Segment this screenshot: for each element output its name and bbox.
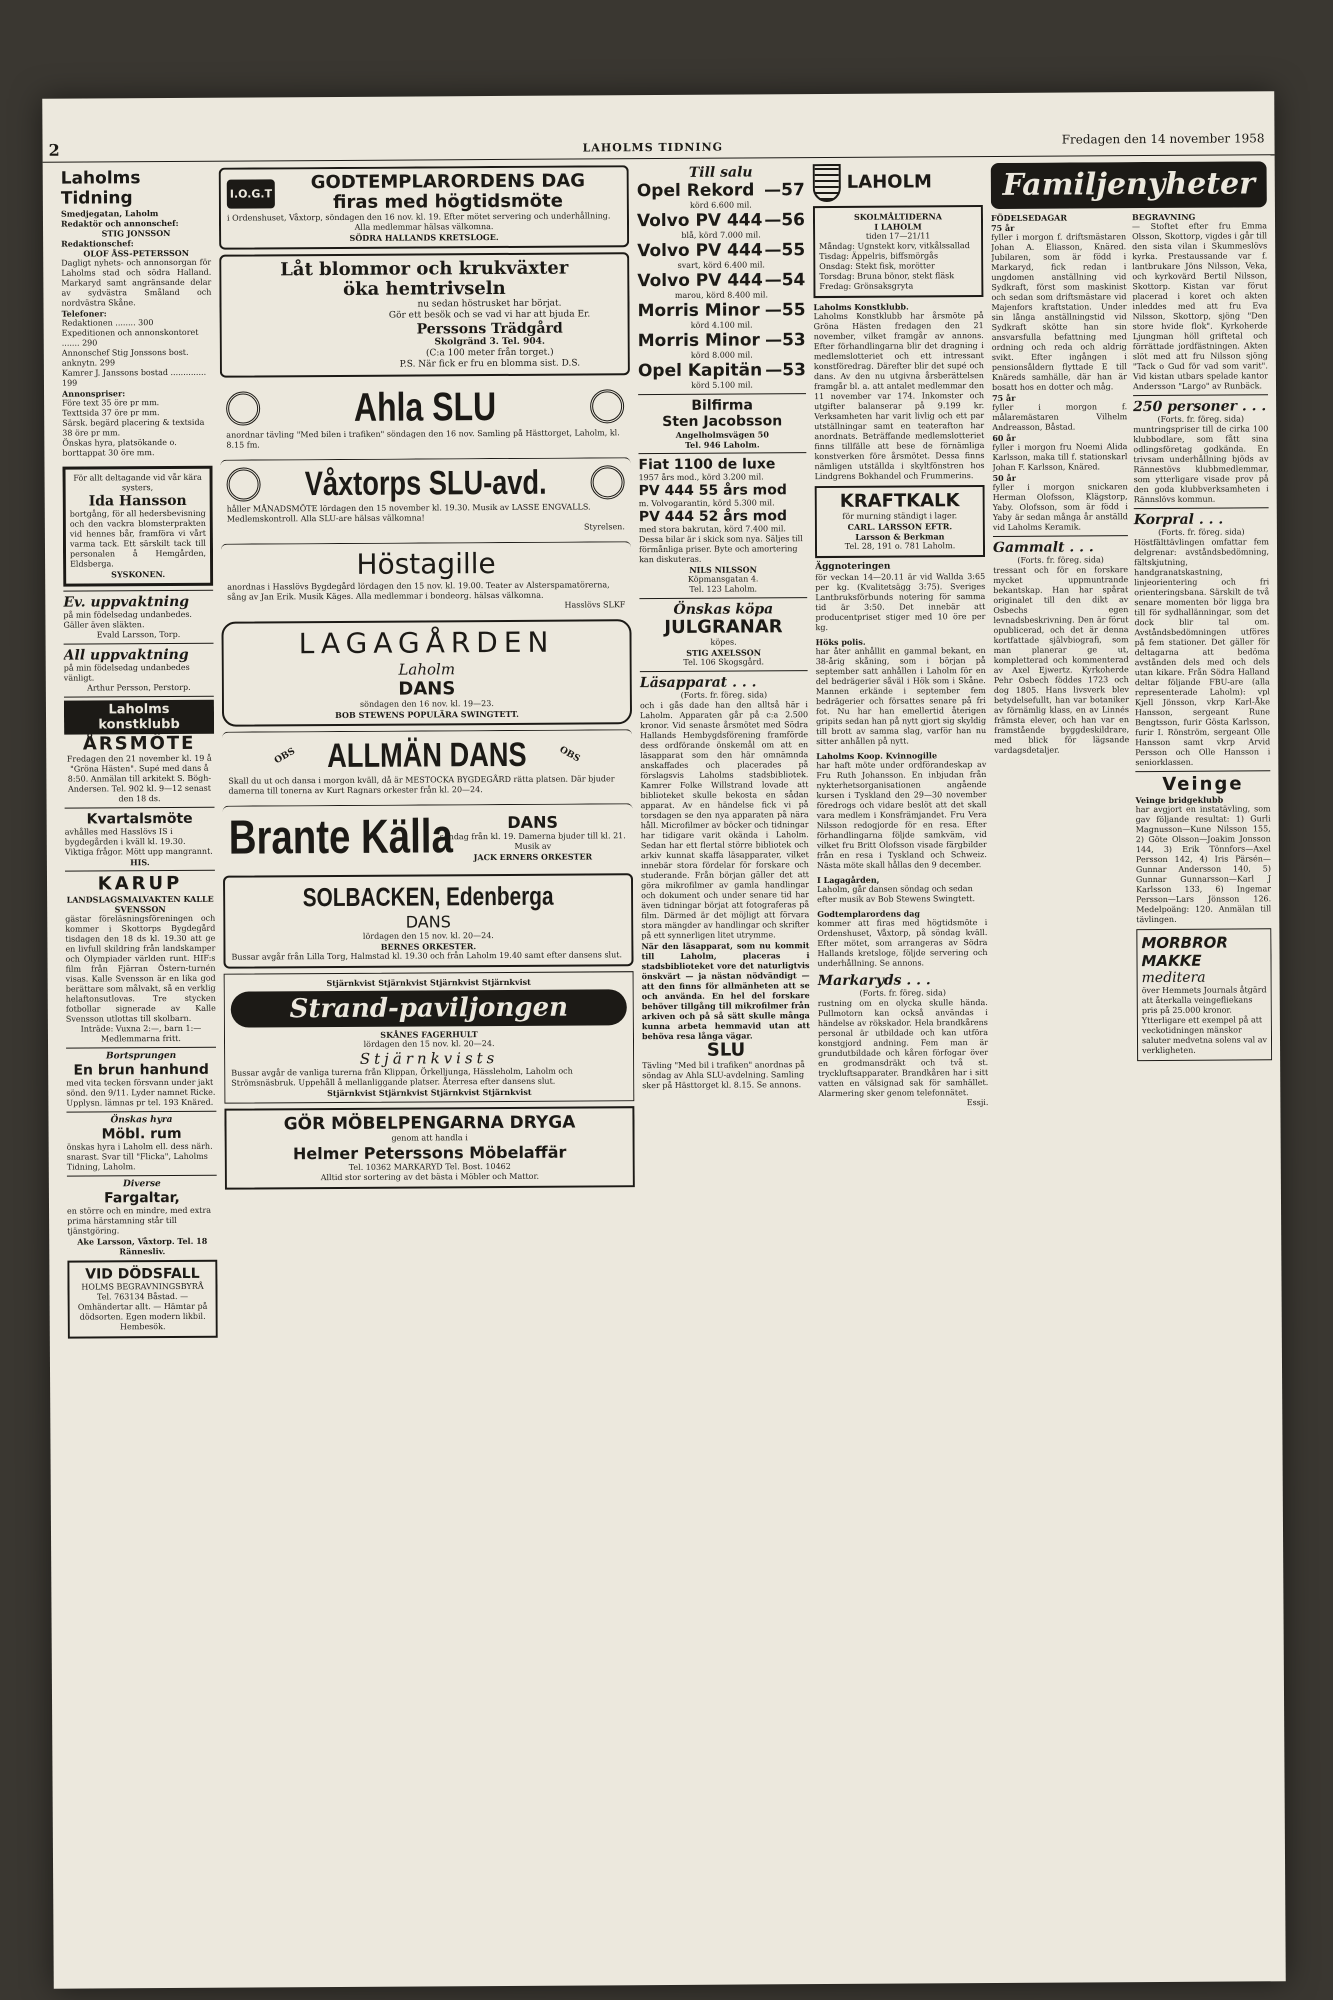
agg-title: Äggnoteringen — [815, 561, 891, 573]
fiat-info: 1957 års mod., körd 3.200 mil. — [638, 472, 764, 483]
koop-label: Laholms Koop. Kvinnogille — [816, 750, 938, 762]
gammalt-body: tressant och för en forskare mycket uppmuntrande bekantskap. Han har spårat originalet till den dikt av Osbechs egen levnadsbeskrivning. Den är förut opublicerad, och det är denna kortfattade självbiografi, som man planerar ge ut, kompletterad och kommenterad av Axel Ejwertz. Kyrkoherde Pehr Osbech föddes 1723 och dog 1805. Hans livsverk blev betydelsefullt, han var botaniker av förnämlig klass, en av Linnés främsta elever, och han var en framstående byggdeskildrare, med blick för lägsande vardagsdetaljer. — [993, 565, 1130, 755]
divider — [63, 590, 213, 592]
column-5a — [991, 212, 1131, 1066]
veinge-label: Veinge bridgeklubb — [1135, 794, 1224, 806]
pv-body: Dessa bilar är i skick som nya. Säljes till förmånliga priser. Byte och amortering kan diskuteras. — [638, 534, 803, 565]
iogt-body: i Ordenshuset, Våxtorp, söndagen den 16 nov. kl. 19. Efter mötet servering och underhållning. — [226, 211, 611, 223]
price-line: Texttsida 37 öre pr mm. — [62, 408, 160, 418]
column-5 — [991, 161, 1278, 1953]
korpral-forts: (Forts. fr. föreg. sida) — [1158, 527, 1245, 537]
begravning-label: BEGRAVNING — [1131, 211, 1196, 223]
divider — [1135, 770, 1270, 772]
phone-line: Annonschef Stig Jonssons bost. anknytn. 299 — [61, 347, 189, 368]
bilfirma-title: Bilfirma — [691, 397, 753, 414]
phone-line: Redaktionen ........ 300 — [61, 318, 154, 328]
stjarnkvist-strip: Stjärnkvist Stjärnkvist Stjärnkvist Stjärnkvist — [326, 976, 531, 989]
divider — [1134, 507, 1269, 509]
divider — [639, 597, 807, 599]
skol-menu-item: Måndag: Ugnstekt korv, vitkålssallad — [819, 241, 970, 252]
thanks-body: bortgång, för all hedersbevisning och den vackra blomsterprakten vid hennes bår, framföra vi vårt varma tack. Ett särskilt tack till personalen å Hemgården, Eldsberga. — [69, 508, 207, 569]
solbacken-title: SOLBACKEN, Edenberga — [302, 880, 554, 913]
slu-emblem-icon — [226, 391, 260, 425]
julgranar-phone: Tel. 106 Skogsgård. — [683, 657, 765, 667]
car-listing — [638, 360, 806, 391]
dodsfall-title: VID DÖDSFALL — [85, 1265, 200, 1283]
birthday-text: fyller i morgon f. målaremästaren Vilhelm Andreasson, Båstad. — [992, 402, 1128, 432]
strand-title: Strand-paviljongen — [231, 989, 627, 1027]
p250-title: 250 personer . . . — [1133, 398, 1267, 416]
skol-menu-item: Onsdag: Stekt fisk, morötter — [819, 261, 935, 272]
solbacken-when: lördagen den 15 nov. kl. 20—24. — [362, 931, 494, 941]
karup-price: Inträde: Vuxna 2:—, barn 1:— — [80, 1023, 202, 1034]
thanks-notice — [62, 466, 213, 587]
paper-name: LAHOLMS TIDNING — [582, 140, 724, 155]
vaxtorp-sign: Styrelsen. — [583, 522, 625, 532]
skol-menu-item: Tisdag: Äppelris, biffsmörgås — [819, 251, 939, 262]
uppvaktning-title: All uppvaktning — [63, 646, 189, 664]
lost-label: Bortsprungen — [105, 1050, 177, 1062]
fodelsedagar-label: FÖDELSEDAGAR — [990, 212, 1068, 223]
bilfirma-address: Angelholmsvägen 50 — [675, 429, 769, 440]
price-line: Före text 35 öre pr mm. — [62, 398, 160, 408]
price-line: Särsk. begärd placering & textsida 38 öre pr mm. — [62, 417, 205, 438]
konstklubb-body: Fredagen den 21 november kl. 19 å "Gröna Hästen". Supé med dans å 8:50. Anmälan till arkitekt S. Bögh-Andersen. Tel. 902 kl. 9—12 senast den 18 ds. — [66, 753, 212, 804]
brante-dans: DANS — [507, 812, 559, 832]
birthday-text: fyller i morgon f. driftsmästaren Johan A. Eliasson, Knäred. Jubilaren, som är född i Markaryd, fick redan i ungdomen anställning vid Sydkraft, först som maskinist och sedan som driftsmästare vid Majenfors kraftstation. Under sin långa anställningstid vid Sydkraft skötte han sin ansvarsfulla befattning med ordning och reda och aldrig svikt. Efter ingången i pensionsåldern flyttade E till Knäreds samhälle, där han är bosatt hos en dotter och måg. — [991, 232, 1127, 392]
strand-body: Bussar avgår de vanliga turerna från Klippan, Örkelljunga, Hässleholm, Laholm och Strömsnäsbruk. Uppehåll å mellanliggande platser. Återresa efter dansens slut. — [231, 1066, 573, 1088]
hostagille-ad — [221, 541, 631, 617]
gammalt-title: Gammalt . . . — [992, 539, 1094, 556]
veinge-body: har avgjort en instatävling, som gav följande resultat: 1) Gurli Magnusson—Kune Nilsson 155, 2) Göte Olsson—Joakim Jonsson 144, 3) Erik Tönnfors—Axel Persson 142, 4) Iris Pärsén—Gunnar Andersson 140, 5) Gunnar Gunnarsson—Karl J Karlsson 133, 6) Ingemar Persson—Lars Jönsson 126. Medelpoäng: 120. Anmälan till tävlingen. — [1135, 804, 1272, 925]
solbacken-dans: DANS — [405, 912, 451, 932]
pv55-title: PV 444 55 års mod — [638, 482, 787, 500]
car-info: blå, körd 7.000 mil. — [681, 230, 761, 240]
page-header — [42, 131, 1274, 163]
begravning-body: — Stoftet efter fru Emma Olsson, Skottorp, vigdes i går till den sista vilan i Skummeslövs kyrka. Prestaussande var f. lantbrukare Jöns Nilsson, Veka, och kyrkovärd Bertil Nilsson, Skottorp. Kistan var förut placerad i koret och akten inleddes med att fru Eva Nilsson, Skottorp, sjöng "Den store hvide flok". Kyrkoherde Ljungman höll griftetal och förrättade jordfästningen. Akten slöt med att fru Nilsson sjöng "Tack o Gud för vad som varit". Vid kistan utbars spelade kantor Andersson "Largo" av Runbäck. — [1132, 221, 1268, 392]
julgranar-seller: STIG AXELSSON — [686, 647, 762, 658]
car-info: körd 6.600 mil. — [689, 200, 752, 210]
karup-title: KARUP — [97, 872, 183, 895]
familjenyheter-title: Familjenyheter — [991, 161, 1267, 209]
lost-title: En brun hanhund — [73, 1061, 209, 1079]
perssons-ad — [219, 252, 630, 378]
makke-title: MAKKE — [1141, 951, 1202, 971]
perssons-address: Skolgränd 3. Tel. 904. — [434, 336, 546, 348]
car-year: —53 — [764, 330, 806, 351]
column-1 — [61, 168, 222, 1959]
masthead-sub: Smedjegatan, Laholm — [60, 208, 159, 219]
morbror-makke — [1136, 928, 1272, 1061]
birthday-text: fyller i morgon snickaren Herman Olofsson, Klägstorp, Yaby. Olofsson, som är född i Yaby är sedan många år anställd vid Laholms Keramik. — [992, 482, 1128, 532]
price-line: Önskas hyra, platsökande o. borttappat 30 öre mm. — [62, 437, 177, 458]
car-year: —55 — [764, 300, 806, 321]
kraftkalk-sub: för murning ständigt i lager. — [842, 511, 958, 521]
kraftkalk-firm-2: Larsson & Berkman — [855, 531, 945, 542]
page-number: 2 — [48, 140, 60, 160]
mobel-ad — [224, 1106, 634, 1190]
mobel-address: Tel. 10362 MARKARYD Tel. Bost. 10462 — [348, 1161, 511, 1172]
laholm-crest-icon — [813, 164, 841, 202]
hoks-label: Höks polis. — [815, 636, 866, 648]
skol-subtitle: I LAHOLM — [874, 221, 922, 232]
birthday-item — [991, 222, 1127, 393]
fiat-title: Fiat 1100 de luxe — [638, 456, 776, 474]
car-name: Opel Kapitän — [637, 360, 763, 382]
till-salu-label: Till salu — [688, 164, 753, 181]
car-list — [637, 180, 806, 391]
kraftkalk-title: KRAFTKALK — [839, 490, 960, 512]
brante-title: Brante Källa — [228, 810, 454, 865]
uppvaktning-sign: Arthur Persson, Perstorp. — [87, 682, 191, 693]
kraftkalk-ad — [815, 485, 985, 558]
slu-emblem-icon — [590, 389, 624, 423]
car-name: Opel Rekord — [636, 180, 755, 202]
birthday-item — [993, 472, 1128, 533]
phones-label: Telefoner: — [61, 308, 107, 319]
strand-when: lördagen den 15 nov. kl. 20—24. — [363, 1039, 495, 1049]
divider — [64, 696, 214, 698]
birthday-age: 75 år — [991, 222, 1015, 233]
divider — [65, 870, 215, 872]
column-4 — [813, 163, 994, 1954]
lasapparat-body: och i gås dade han den alltså här i Laholm. Apparaten går på c:a 2.500 kronor. Vid senaste årsmötet med Södra Hallands Hembygdsförening framförde dess ordförande önskemål om att en läsapparat som den här omnämnda anskaffades och placerades på förslagsvis Laholms stadsbibliotek. Kamrer Folke Willstrand lovade att biblioteket skulle bekosta en sådan apparat. Av en händelse fick vi på torsdagen se den nya apparaten på nära håll. Microfilmer av böcker och tidningar har tidigare varit okända i Laholm. Sedan har ett flertal större bibliotek och arkiv kunnat skaffa läsapparater, vilket innebär stora fördelar för forskare och studerande. Från början gäller det att göra mikrofilmer av gamla handlingar och dokument och under senare tid har även tidningar börjat att fotograferas på film. Därmed är det möjligt att förvara stora mängder av handlingar och skrifter på ett synnerligen litet utrymme. — [639, 700, 810, 941]
meditera-title: meditera — [1141, 969, 1206, 987]
korpral-body: Höstfälttävlingen omfattar fem delgrenar: avståndsbedömning, fältskjutning, handgranatskastning, linjeorientering och fri orienteringsbana. Särskilt de två senare momenten bör ligga bra till för sydhallänningar, som det dock blir tal om. Avståndsbedömningen utföres på fem stationer. Det gäller för deltagarna att bedöma avstånden dels med och dels utan kikare. Från Södra Halland deltar följande FBU-are (alla representerade Laholm): vpl Kjell Jönsson, vkrp Karl-Åke Hansson, sergeant Rune Bengtsson, furir Gösta Karlsson, furir I. Rönström, sergeant Olle Hansson samt vkrp Arvid Persson och Olle Hansson i seniorklassen. — [1133, 537, 1271, 768]
divider — [66, 1111, 216, 1113]
kvartalsmote-title: Kvartalsmöte — [86, 810, 193, 828]
car-listing — [637, 300, 805, 331]
car-year: —53 — [765, 360, 806, 381]
perssons-body: nu sedan höstrusket har börjat. — [417, 298, 562, 310]
birthday-age: 50 år — [992, 472, 1016, 483]
lagagarden-title: LAGAGÅRDEN — [298, 625, 555, 661]
godt-label: Godtemplarordens dag — [817, 908, 921, 920]
uppvaktning-body: på min födelsedag undanbedes vänligt. — [63, 662, 190, 683]
divider — [993, 535, 1128, 537]
birthday-item — [992, 432, 1127, 473]
karup-sign: Medlemmarna fritt. — [101, 1033, 181, 1044]
phone-line: Expeditionen och annonskontoret ....... 290 — [61, 327, 199, 348]
uppvaktning-sign: Evald Larsson, Torp. — [96, 629, 181, 640]
brante-ad — [223, 803, 633, 871]
julgranar-title: JULGRANAR — [664, 616, 783, 638]
konstklubb-title: Laholms konstklubb — [64, 700, 214, 735]
car-listing — [637, 270, 805, 301]
car-year: —54 — [764, 270, 806, 291]
iogt-badge: I.O.G.T — [227, 179, 275, 208]
skol-menu-item: Torsdag: Bruna bönor, stekt fläsk — [819, 271, 955, 282]
car-name: Volvo PV 444 — [637, 240, 763, 262]
car-info: körd 5.100 mil. — [691, 380, 753, 390]
koop-body: har haft möte under ordförandeskap av Fru Ruth Johansson. En inbjudan från nykterhetsorganisationen angående kursen i Tyskland den 29—30 november föredrogs och vidare beslöt att det skall vara medlem i Konsfrämjandet. Fru Vera Nilsson redogjorde för en resa. Efter förhandlingarna följde samkväm, vid vilket fru Britt Olofsson visade färgbilder från en resa i Tyskland och Schweiz. Nästa möte skall hållas den 9 december. — [816, 760, 987, 871]
iogt-sign: SÖDRA HALLANDS KRETSLOGE. — [349, 231, 499, 243]
vaxtorp-ad — [220, 457, 630, 539]
fargaltar-sign: Ake Larsson, Våxtorp. Tel. 18 Rännesliv. — [77, 1235, 208, 1257]
morbror-title: MORBROR — [1141, 933, 1228, 953]
slu-title: SLU — [706, 1039, 746, 1061]
thanks-intro: För allt deltagande vid vår kära systers, — [73, 472, 202, 493]
car-listing — [637, 240, 805, 271]
karup-subtitle: LANDSLAGSMALVAKTEN KALLE SVENSSON — [66, 893, 214, 915]
lasapparat-forts: (Forts. fr. föreg. sida) — [680, 690, 768, 700]
divider — [67, 1175, 217, 1177]
markaryd-forts: (Forts. fr. föreg. sida) — [859, 988, 946, 998]
column-3 — [637, 164, 816, 1955]
kraftkalk-firm: CARL. LARSSON EFTR. — [847, 521, 953, 532]
divider — [64, 643, 214, 645]
bilfirma-phone: Tel. 946 Laholm. — [685, 439, 760, 450]
birthday-age: 60 år — [992, 432, 1016, 443]
car-info: marou, körd 8.400 mil. — [674, 290, 769, 300]
lasapparat-title: Läsapparat . . . — [639, 674, 757, 692]
veinge-title: Veinge — [1162, 773, 1244, 795]
lasapparat-body-2: När den läsapparat, som nu kommit till Laholm, placeras i stadsbiblioteket vore det naturligtvis önskvärt — ja nästan nödvändigt — att den finns för allmänheten att se och använda. En hel del forskare behöver tillgång till mikrofilmer från arkiven och på så sätt skulle många kunna arbeta hemmavid utan att behöva resa långa vägar. — [641, 940, 810, 1042]
lagagarden-ad — [221, 619, 632, 727]
pv52-title: PV 444 52 års mod — [638, 508, 788, 526]
p250-forts: (Forts. fr. föreg. sida) — [1157, 414, 1244, 424]
divider — [66, 1047, 216, 1049]
allman-dans-ad — [222, 729, 632, 801]
skol-dates: tiden 17—21/11 — [865, 231, 931, 241]
paper-description: Dagligt nyhets- och annonsorgan för Laholms stad och södra Halland. Markaryd samt angränsande delar av sydvästra Småland och nordvästra Skåne. — [61, 257, 212, 308]
mobel-shop: Helmer Peterssons Möbelaffär — [292, 1142, 567, 1164]
ahla-title: Ahla SLU — [353, 385, 497, 430]
markaryd-sign: Essji. — [966, 1098, 989, 1108]
column-2 — [219, 165, 640, 1957]
thanks-name: Ida Hansson — [88, 492, 187, 510]
hyra-title: Möbl. rum — [101, 1125, 182, 1143]
konstklubb-subtitle: ÅRSMÖTE — [82, 732, 196, 755]
diverse-label: Diverse — [122, 1179, 161, 1190]
ahla-body: anordnar tävling "Med bilen i trafiken" söndagen den 16 nov. Samling på Hästtorget, Laholm, kl. 8.15 fm. — [226, 428, 620, 450]
hostagille-sign: Hasslövs SLKF — [564, 600, 626, 610]
karup-body: gästar föreläsningsföreningen och kommer i Skottorps Bygdegård tisdagen den 18 ds kl. 19.30 att ge en livfull skildring från landskamper och Olympiader världen runt. HIF:s film från Fjärran Östern-turnén visas. Kalle Svensson är en lika god berättare som målvakt, så en verklig helaftonsutlovas. Tre stycken fotbollar signerade av Kalle Svensson utlottas till skolbarn. — [65, 913, 216, 1024]
iogt-title: GODTEMPLARORDENS DAG — [310, 170, 586, 194]
town-title: LAHOLM — [846, 171, 932, 193]
kvartalsmote-body: avhålles med Hasslövs IS i bygdegården i kväll kl. 19.30. Viktiga frågor. Mött upp mangrannt. — [64, 826, 213, 857]
ahla-ad — [220, 380, 630, 455]
lost-body: med vita tecken försvann under jakt sönd. den 9/11. Lyder namnet Ricke. Upplysn. lämnas pr tel. 193 Knäred. — [66, 1077, 216, 1108]
iogt-welcome: Alla medlemmar hälsas välkomna. — [354, 222, 494, 232]
allman-dans-body: Skall du ut och dansa i morgon kväll, då är MESTOCKA BYGDEGÅRD rätta platsen. Där bjuder damerna till tonerna av Kurt Ragnars orkester från kl. 20—24. — [228, 774, 615, 796]
korpral-title: Korpral . . . — [1133, 511, 1224, 529]
allman-dans-title: ALLMÄN DANS — [327, 735, 528, 776]
phone-line: Kamrer J. Janssons bostad .............. 199 — [61, 367, 207, 388]
solbacken-bus: Bussar avgår från Lilla Torg, Halmstad kl. 19.30 och från Laholm 19.40 samt efter dansens slut. — [231, 950, 623, 962]
p250-body: muntringspriser till de cirka 100 klubbodlare, som fått sina odlingsföretag godkända. En trivsam underhållning bjöds av Rännestövs klubbmedlemmar, som ytterligare visade prov på den goda klubbverksamheten i Rännslövs kommun. — [1133, 424, 1269, 505]
fargaltar-title: Fargaltar, — [104, 1189, 180, 1207]
editor-label: Redaktör och annonschef: — [60, 217, 179, 229]
hoks-body: har åter anhållit en gammal bekant, en 38-årig skåning, som i början på september satt anhållen i Laholm för en del bedrägerier såväl i Hök som i Skåne. Mannen erkände i september fem bedrägerier och försattes senare på fri fot. Nu har han emellertid återigen gripits sedan han på nytt gjort sig skyldig till brott av samma slag, varför han nu sitter anhållen på nytt. — [815, 646, 987, 747]
iogt-ad — [219, 165, 629, 250]
obs-label: OBS — [273, 746, 298, 766]
car-name: Morris Minor — [637, 300, 760, 322]
divider — [638, 452, 806, 454]
car-info: körd 8.000 mil. — [690, 350, 753, 360]
car-listing — [638, 330, 806, 361]
mobel-title: GÖR MÖBELPENGARNA DRYGA — [283, 1112, 576, 1135]
masthead: Laholms Tidning — [60, 168, 141, 209]
strandpaviljongen-ad — [224, 971, 635, 1104]
issue-date: Fredagen den 14 november 1958 — [1061, 131, 1265, 147]
gammalt-forts: (Forts. fr. föreg. sida) — [1017, 555, 1104, 565]
car-year: —57 — [764, 180, 805, 201]
slu-emblem-icon — [590, 465, 624, 499]
birthday-list — [991, 222, 1128, 533]
lagagarden-place: Laholm — [398, 660, 456, 679]
konstklubb-article: Laholms Konstklubb har årsmöte på Gröna Hästen fredagen den 21 november, vilket framgår av annons. Efter förhandlingarna blir det dragning i medlemslotteriet och ett intressant konstföredrag. Därefter blir det supé och dans. Av den nu utgivna årsberättelsen framgår bl. a. att antalet medlemmar den 11 november var 174. Inkomster och utgifter balanserar på 9.199 kr. Verksamheten har varit livlig och ett par utställningar samt en teaterafton har anordnats. Beträffande medlemslotteriet finns tillfälle att bese de förnämliga konstverken före årsmötet. Dessa finns nämligen utställda i skyltfönstren hos Lindgrens Bokhandel och Frummerins. — [813, 311, 985, 482]
hyra-label: Önskas hyra — [110, 1115, 173, 1126]
strand-band: Stjärnkvists — [359, 1049, 499, 1068]
stjarnkvist-strip: Stjärnkvist Stjärnkvist Stjärnkvist Stjärnkvist — [327, 1086, 532, 1099]
editor-name: STIG JONSSON — [101, 227, 171, 239]
skolmaltider-box — [813, 205, 984, 298]
lagagarden-band: BOB STEWENS POPULÄRA SWINGTETT. — [335, 708, 519, 721]
obs-label: OBS — [557, 744, 582, 764]
mobel-note: Alltid stor sortering av det bästa i Möbler och Mattor. — [320, 1171, 539, 1183]
konstklubb-label: Laholms Konstklubb. — [813, 301, 909, 313]
uppvaktning-body: på min födelsedag undanbedes. Gäller även släkten. — [63, 609, 192, 630]
pv-address: Köpmansgatan 4. — [687, 574, 759, 584]
kraftkalk-phone: Tel. 28, 191 o. 781 Laholm. — [844, 541, 956, 551]
solbacken-ad — [223, 873, 634, 969]
markaryd-body: rustning om en olycka skulle hända. Pullmotorn kan också användas i händelse av rökskador. Hela brandkårens personal är utbildade och kan utföra konstgjord andning. Fem man är grundutbildade och kåren förfogar över en grodmansdräkt och två st. tryckluftsapparater. Brandkåren har i sitt vatten en välsignad sak för samhället. Alarmering sker genom telefonnätet. — [817, 998, 989, 1099]
hyra-body: önskas hyra i Laholm ell. dess närh. snarast. Svar till "Flicka", Laholms Tidning, Laholm. — [66, 1141, 213, 1172]
slu-body: Tävling "Med bil i trafiken" anordnas på söndag av Ahla SLU-avdelning. Samling sker på Hästtorget kl. 8.15. Se annons. — [642, 1060, 805, 1091]
kvartalsmote-sign: HIS. — [130, 857, 150, 868]
car-info: svart, körd 6.400 mil. — [677, 260, 765, 270]
dodsfall-ad — [67, 1260, 217, 1339]
divider — [638, 393, 806, 395]
fargaltar-body: en större och en mindre, med extra prima härstamning står till tjänstgöring. — [67, 1205, 212, 1236]
divider — [65, 807, 215, 809]
kopa-label: Önskas köpa — [673, 601, 774, 618]
car-name: Volvo PV 444 — [637, 270, 763, 292]
hostagille-title: Höstagille — [356, 547, 496, 581]
strand-location: SKÅNES FAGERHULT — [380, 1029, 478, 1040]
birthday-age: 75 år — [992, 392, 1016, 403]
car-info: körd 4.100 mil. — [690, 320, 753, 330]
pv-seller: NILS NILSSON — [689, 564, 757, 575]
perssons-headline: Låt blommor och krukväxter — [280, 257, 569, 281]
car-year: —55 — [764, 240, 806, 261]
julgranar-body: köpes. — [710, 637, 737, 647]
hostagille-body: anordnas i Hasslövs Bygdegård lördagen den 15 nov. kl. 19.00. Teater av Alsterspamatörerna, sång av Jan Erik. Musik Käges. Alla medlemmar i bondeorg. hälsas välkomna. — [227, 580, 610, 602]
uppvaktning-title: Ev. uppvaktning — [63, 593, 190, 611]
solbacken-band: BERNES ORKESTER. — [380, 941, 477, 952]
vaxtorp-body: håller MÅNADSMÖTE lördagen den 15 november kl. 19.30. Musik av LASSE ENGVALLS. Medlemskontroll. Alla SLU-are hälsas välkomna! — [226, 502, 591, 524]
lagagarden-when: söndagen den 16 nov. kl. 19—23. — [360, 699, 494, 709]
car-year: —56 — [764, 210, 806, 231]
car-listing — [637, 180, 805, 211]
pv52-info: med stora bakrutan, körd 7.400 mil. — [638, 524, 786, 535]
thanks-sign: SYSKONEN. — [111, 569, 166, 580]
agg-body: för veckan 14—20.11 är vid Wallda 3:65 per kg. (Kvalitetsägg 3:75). Sveriges Lantbruksförbunds notering för samma tid är 3:50. Det innebär att producentpriset stiger med 10 öre per kg. — [815, 572, 986, 633]
skol-title: SKOLMÅLTIDERNA — [853, 211, 943, 222]
dodsfall-body: HOLMS BEGRAVNINGSBYRÅ Tel. 763134 Båstad. — Omhändertar allt. — Hämtar på dödsorten. Egen modern likbil. Hembesök. — [77, 1281, 208, 1332]
birthday-item — [992, 392, 1127, 433]
divider — [640, 670, 808, 672]
skol-menu-item: Fredag: Grönsaksgryta — [819, 281, 914, 292]
bilfirma-name: Sten Jacobsson — [662, 413, 783, 430]
perssons-body-2: Gör ett besök och se vad vi har att bjuda Er. — [388, 309, 591, 321]
column-5b — [1132, 211, 1272, 1065]
godt-body: kommer att firas med högtidsmöte i Ordenshuset, Våxtorp, på söndag kväll. Efter mötet, som arrangeras av Södra Hallands kretsloge, följde servering och underhållning. Se annons. — [817, 918, 988, 969]
lagagarden-label: I Lagagården, — [816, 874, 880, 886]
car-name: Volvo PV 444 — [636, 210, 763, 232]
prices-label: Annonspriser: — [62, 388, 126, 399]
lagagarden-dans: DANS — [398, 678, 456, 700]
car-name: Morris Minor — [637, 330, 760, 352]
perssons-shop: Perssons Trädgård — [416, 320, 563, 338]
brante-body: söndag från kl. 19. Damerna bjuder till kl. 21. Musik av — [439, 830, 626, 851]
office-label: Redaktionschef: — [61, 238, 134, 249]
pv55-info: m. Volvogarantin, körd 5.300 mil. — [638, 498, 775, 509]
perssons-ps: P.S. När fick er fru en blomma sist. D.S. — [399, 358, 581, 370]
pv-phone: Tel. 123 Laholm. — [689, 584, 758, 594]
lagagarden-body: Laholm, går dansen söndag och sedan efter musik av Bob Stewens Swingtett. — [817, 884, 976, 905]
markaryd-title: Markaryds . . . — [817, 972, 931, 990]
office-name: OLOF ÅSS-PETERSSON — [83, 247, 190, 259]
perssons-headline-2: öka hemtrivseln — [343, 277, 506, 300]
mobel-sub: genom att handla i — [391, 1133, 468, 1143]
iogt-subtitle: firas med högtidsmöte — [333, 190, 564, 214]
morbror-body: över Hemmets Journals åtgärd att återkalla veingefliekans pris på 25.000 kronor. Ytterligare ett exempel på att veckotidningen mänskor saluter medvetna solens val av verkligheten. — [1141, 985, 1268, 1056]
perssons-note: (C:a 100 meter från torget.) — [425, 347, 554, 359]
divider — [1133, 394, 1268, 396]
vaxtorp-title: Våxtorps SLU-avd. — [304, 463, 547, 504]
slu-emblem-icon — [226, 467, 260, 501]
car-listing — [637, 210, 805, 241]
brante-band: JACK ERNERS ORKESTER — [473, 850, 593, 862]
newspaper-page — [42, 91, 1286, 1988]
birthday-text: fyller i morgon fru Noemi Alida Karlsson, maka till f. stationskarl Johan F. Karlsson, Knäred. — [992, 442, 1128, 472]
